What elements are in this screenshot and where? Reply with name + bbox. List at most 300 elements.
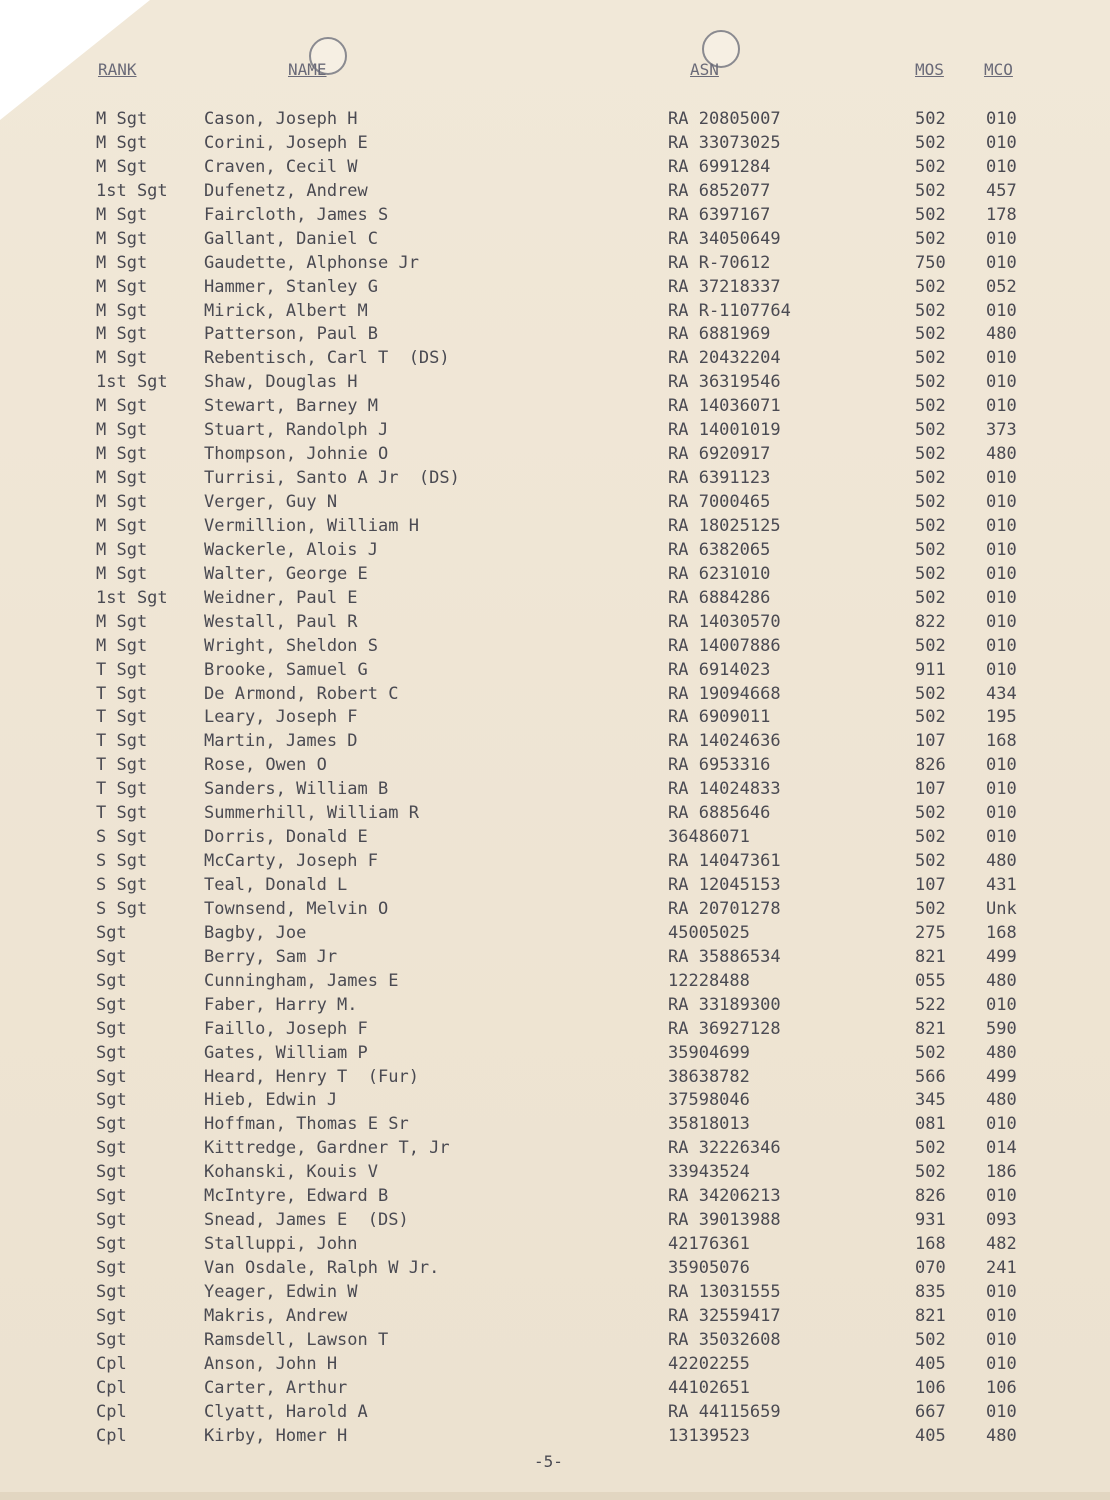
header-asn: ASN (690, 60, 719, 79)
name-cell: Berry, Sam Jr (204, 946, 338, 967)
asn-cell: RA 14030570 (668, 611, 781, 632)
rank-cell: T Sgt (96, 755, 148, 776)
table-row (0, 1185, 1110, 1209)
mos-cell: 275 (915, 922, 946, 943)
rank-cell: Sgt (96, 1329, 127, 1350)
table-row (0, 323, 1110, 347)
name-cell: Faber, Harry M. (204, 994, 358, 1015)
mco-cell: 093 (986, 1210, 1017, 1231)
mos-cell: 502 (915, 898, 946, 919)
mco-cell: 010 (986, 396, 1017, 417)
mco-cell: 010 (986, 132, 1017, 153)
table-row (0, 778, 1110, 802)
name-cell: Dorris, Donald E (204, 827, 368, 848)
mos-cell: 502 (915, 444, 946, 465)
table-row (0, 922, 1110, 946)
mco-cell: 010 (986, 1305, 1017, 1326)
name-cell: Yeager, Edwin W (204, 1281, 358, 1302)
asn-cell: RA 33189300 (668, 994, 781, 1015)
asn-cell: RA 6852077 (668, 180, 771, 201)
asn-cell: 42202255 (668, 1353, 750, 1374)
name-cell: Walter, George E (204, 563, 368, 584)
mco-cell: 480 (986, 444, 1017, 465)
mos-cell: 502 (915, 1329, 946, 1350)
name-cell: Thompson, Johnie O (204, 444, 389, 465)
mos-cell: 502 (915, 468, 946, 489)
table-row (0, 1233, 1110, 1257)
mos-cell: 405 (915, 1353, 946, 1374)
name-cell: Dufenetz, Andrew (204, 180, 368, 201)
rank-cell: M Sgt (96, 324, 148, 345)
mos-cell: 502 (915, 563, 946, 584)
table-row (0, 730, 1110, 754)
name-cell: Hoffman, Thomas E Sr (204, 1114, 409, 1135)
asn-cell: RA 34050649 (668, 228, 781, 249)
mos-cell: 821 (915, 1305, 946, 1326)
name-cell: McCarty, Joseph F (204, 851, 378, 872)
rank-cell: M Sgt (96, 204, 148, 225)
table-row (0, 1257, 1110, 1281)
table-row (0, 276, 1110, 300)
table-row (0, 539, 1110, 563)
mos-cell: 502 (915, 1042, 946, 1063)
mco-cell: 014 (986, 1138, 1017, 1159)
mco-cell: 434 (986, 683, 1017, 704)
asn-cell: 35905076 (668, 1258, 750, 1278)
rank-cell: Sgt (96, 1281, 127, 1302)
asn-cell: RA 36927128 (668, 1018, 781, 1039)
table-row (0, 252, 1110, 276)
asn-cell: RA 14024833 (668, 779, 781, 800)
rank-cell: Sgt (96, 1234, 127, 1255)
name-cell: Patterson, Paul B (204, 324, 378, 345)
mos-cell: 502 (915, 276, 946, 297)
table-row (0, 587, 1110, 611)
mco-cell: 010 (986, 156, 1017, 177)
rank-cell: Sgt (96, 1162, 127, 1183)
asn-cell: RA 44115659 (668, 1401, 781, 1422)
asn-cell: RA 6881969 (668, 324, 771, 345)
name-cell: Wright, Sheldon S (204, 635, 378, 656)
rank-cell: M Sgt (96, 396, 148, 417)
rank-cell: Cpl (96, 1425, 127, 1446)
name-cell: Mirick, Albert M (204, 300, 368, 321)
header-mco: MCO (984, 60, 1013, 79)
rank-cell: T Sgt (96, 707, 148, 728)
mos-cell: 750 (915, 252, 946, 273)
table-row (0, 1425, 1110, 1449)
rank-cell: Cpl (96, 1377, 127, 1398)
mos-cell: 826 (915, 1186, 946, 1207)
asn-cell: RA 6914023 (668, 659, 771, 680)
mos-cell: 502 (915, 803, 946, 824)
rank-cell: S Sgt (96, 875, 148, 895)
table-row (0, 874, 1110, 898)
asn-cell: RA 14047361 (668, 851, 781, 872)
table-row (0, 300, 1110, 324)
rank-cell: M Sgt (96, 539, 148, 560)
mos-cell: 055 (915, 970, 946, 991)
rank-cell: Sgt (96, 994, 127, 1015)
name-cell: Gaudette, Alphonse Jr (204, 252, 419, 273)
asn-cell: RA 20701278 (668, 898, 781, 919)
name-cell: Craven, Cecil W (204, 156, 358, 177)
mco-cell: 010 (986, 563, 1017, 584)
rank-cell: M Sgt (96, 276, 148, 297)
name-cell: De Armond, Robert C (204, 683, 399, 704)
rank-cell: M Sgt (96, 348, 148, 369)
rank-cell: T Sgt (96, 731, 148, 752)
mos-cell: 502 (915, 851, 946, 872)
rank-cell: M Sgt (96, 611, 148, 632)
asn-cell: RA 13031555 (668, 1281, 781, 1302)
name-cell: Ramsdell, Lawson T (204, 1329, 389, 1350)
asn-cell: RA R-70612 (668, 252, 771, 273)
rank-cell: Sgt (96, 922, 127, 943)
name-cell: Stewart, Barney M (204, 396, 378, 417)
mco-cell: 480 (986, 851, 1017, 872)
rank-cell: S Sgt (96, 851, 148, 872)
table-row (0, 443, 1110, 467)
mos-cell: 502 (915, 827, 946, 848)
mco-cell: 482 (986, 1234, 1017, 1255)
asn-cell: RA 6884286 (668, 587, 771, 608)
name-cell: Wackerle, Alois J (204, 539, 378, 560)
table-row (0, 1042, 1110, 1066)
mco-cell: 480 (986, 970, 1017, 991)
mos-cell: 502 (915, 635, 946, 656)
name-cell: Clyatt, Harold A (204, 1401, 368, 1422)
table-row (0, 1329, 1110, 1353)
asn-cell: 35904699 (668, 1042, 750, 1063)
roster-table (0, 108, 1110, 1449)
mos-cell: 070 (915, 1258, 946, 1278)
rank-cell: 1st Sgt (96, 180, 168, 201)
rank-cell: T Sgt (96, 803, 148, 824)
asn-cell: 44102651 (668, 1377, 750, 1398)
name-cell: Weidner, Paul E (204, 587, 358, 608)
table-row (0, 850, 1110, 874)
name-cell: McIntyre, Edward B (204, 1186, 389, 1207)
asn-cell: RA 12045153 (668, 875, 781, 895)
mco-cell: 168 (986, 731, 1017, 752)
mos-cell: 502 (915, 587, 946, 608)
mos-cell: 168 (915, 1234, 946, 1255)
mos-cell: 502 (915, 300, 946, 321)
table-row (0, 108, 1110, 132)
rank-cell: 1st Sgt (96, 372, 168, 393)
mos-cell: 911 (915, 659, 946, 680)
table-row (0, 371, 1110, 395)
name-cell: Bagby, Joe (204, 922, 307, 943)
table-row (0, 898, 1110, 922)
rank-cell: Sgt (96, 946, 127, 967)
mco-cell: 010 (986, 372, 1017, 393)
rank-cell: Sgt (96, 1114, 127, 1135)
mos-cell: 566 (915, 1066, 946, 1087)
table-row (0, 802, 1110, 826)
mco-cell: 241 (986, 1258, 1017, 1278)
name-cell: Rebentisch, Carl T (DS) (204, 348, 450, 369)
table-row (0, 347, 1110, 371)
table-row (0, 946, 1110, 970)
name-cell: Summerhill, William R (204, 803, 419, 824)
mco-cell: 010 (986, 827, 1017, 848)
rank-cell: M Sgt (96, 420, 148, 441)
mco-cell: 010 (986, 1281, 1017, 1302)
asn-cell: RA 6397167 (668, 204, 771, 225)
asn-cell: RA 19094668 (668, 683, 781, 704)
mco-cell: 010 (986, 1114, 1017, 1135)
name-cell: Kohanski, Kouis V (204, 1162, 378, 1183)
asn-cell: RA 36319546 (668, 372, 781, 393)
table-row (0, 1161, 1110, 1185)
rank-cell: T Sgt (96, 683, 148, 704)
table-row (0, 180, 1110, 204)
name-cell: Carter, Arthur (204, 1377, 348, 1398)
rank-cell: M Sgt (96, 468, 148, 489)
asn-cell: RA R-1107764 (668, 300, 791, 321)
rank-cell: M Sgt (96, 300, 148, 321)
mos-cell: 821 (915, 1018, 946, 1039)
mos-cell: 502 (915, 180, 946, 201)
asn-cell: 37598046 (668, 1090, 750, 1111)
name-cell: Kittredge, Gardner T, Jr (204, 1138, 450, 1159)
table-row (0, 1377, 1110, 1401)
table-row (0, 754, 1110, 778)
asn-cell: RA 14024636 (668, 731, 781, 752)
mos-cell: 502 (915, 228, 946, 249)
mos-cell: 345 (915, 1090, 946, 1111)
mco-cell: 195 (986, 707, 1017, 728)
asn-cell: RA 18025125 (668, 515, 781, 536)
rank-cell: Sgt (96, 1090, 127, 1111)
mco-cell: 010 (986, 468, 1017, 489)
mco-cell: 457 (986, 180, 1017, 201)
mos-cell: 826 (915, 755, 946, 776)
asn-cell: RA 34206213 (668, 1186, 781, 1207)
table-row (0, 563, 1110, 587)
name-cell: Turrisi, Santo A Jr (DS) (204, 468, 460, 489)
asn-cell: RA 20805007 (668, 109, 781, 129)
rank-cell: Sgt (96, 1042, 127, 1063)
mco-cell: 010 (986, 1186, 1017, 1207)
mos-cell: 502 (915, 683, 946, 704)
asn-cell: RA 35886534 (668, 946, 781, 967)
rank-cell: Sgt (96, 1138, 127, 1159)
mco-cell: 431 (986, 875, 1017, 895)
mco-cell: 499 (986, 1066, 1017, 1087)
name-cell: Leary, Joseph F (204, 707, 358, 728)
name-cell: Shaw, Douglas H (204, 372, 358, 393)
mos-cell: 502 (915, 539, 946, 560)
rank-cell: M Sgt (96, 515, 148, 536)
asn-cell: 45005025 (668, 922, 750, 943)
name-cell: Van Osdale, Ralph W Jr. (204, 1258, 440, 1278)
mco-cell: 480 (986, 1042, 1017, 1063)
table-row (0, 994, 1110, 1018)
table-row (0, 1113, 1110, 1137)
table-row (0, 1089, 1110, 1113)
name-cell: Gallant, Daniel C (204, 228, 378, 249)
rank-cell: M Sgt (96, 156, 148, 177)
rank-cell: M Sgt (96, 228, 148, 249)
table-row (0, 1018, 1110, 1042)
mos-cell: 835 (915, 1281, 946, 1302)
rank-cell: Sgt (96, 970, 127, 991)
asn-cell: RA 39013988 (668, 1210, 781, 1231)
mos-cell: 502 (915, 109, 946, 129)
mos-cell: 502 (915, 348, 946, 369)
mco-cell: 186 (986, 1162, 1017, 1183)
asn-cell: RA 32559417 (668, 1305, 781, 1326)
name-cell: Kirby, Homer H (204, 1425, 348, 1446)
mco-cell: 010 (986, 348, 1017, 369)
name-cell: Verger, Guy N (204, 492, 338, 512)
mos-cell: 821 (915, 946, 946, 967)
mos-cell: 667 (915, 1401, 946, 1422)
mos-cell: 502 (915, 156, 946, 177)
rank-cell: M Sgt (96, 444, 148, 465)
rank-cell: Cpl (96, 1353, 127, 1374)
name-cell: Townsend, Melvin O (204, 898, 389, 919)
mco-cell: 480 (986, 1425, 1017, 1446)
asn-cell: RA 32226346 (668, 1138, 781, 1159)
mco-cell: 052 (986, 276, 1017, 297)
asn-cell: 35818013 (668, 1114, 750, 1135)
asn-cell: 12228488 (668, 970, 750, 991)
rank-cell: M Sgt (96, 492, 148, 512)
table-row (0, 1137, 1110, 1161)
rank-cell: Sgt (96, 1186, 127, 1207)
mco-cell: 010 (986, 539, 1017, 560)
name-cell: Teal, Donald L (204, 875, 348, 895)
mos-cell: 931 (915, 1210, 946, 1231)
rank-cell: Sgt (96, 1258, 127, 1278)
mco-cell: 168 (986, 922, 1017, 943)
mos-cell: 107 (915, 731, 946, 752)
rank-cell: T Sgt (96, 659, 148, 680)
name-cell: Corini, Joseph E (204, 132, 368, 153)
asn-cell: 42176361 (668, 1234, 750, 1255)
mos-cell: 107 (915, 875, 946, 895)
table-row (0, 1281, 1110, 1305)
rank-cell: Sgt (96, 1018, 127, 1039)
mos-cell: 502 (915, 204, 946, 225)
mos-cell: 081 (915, 1114, 946, 1135)
name-cell: Snead, James E (DS) (204, 1210, 409, 1231)
mco-cell: 010 (986, 1353, 1017, 1374)
mco-cell: 499 (986, 946, 1017, 967)
table-row (0, 970, 1110, 994)
mos-cell: 502 (915, 1162, 946, 1183)
table-row (0, 204, 1110, 228)
mco-cell: 106 (986, 1377, 1017, 1398)
asn-cell: RA 6231010 (668, 563, 771, 584)
mco-cell: 010 (986, 1329, 1017, 1350)
mos-cell: 822 (915, 611, 946, 632)
name-cell: Faircloth, James S (204, 204, 389, 225)
rank-cell: M Sgt (96, 563, 148, 584)
mos-cell: 106 (915, 1377, 946, 1398)
table-row (0, 1209, 1110, 1233)
name-cell: Stuart, Randolph J (204, 420, 389, 441)
table-row (0, 1401, 1110, 1425)
column-header (0, 60, 1110, 90)
mco-cell: 590 (986, 1018, 1017, 1039)
asn-cell: 38638782 (668, 1066, 750, 1087)
mos-cell: 107 (915, 779, 946, 800)
mos-cell: 502 (915, 324, 946, 345)
asn-cell: RA 6885646 (668, 803, 771, 824)
rank-cell: S Sgt (96, 898, 148, 919)
header-mos: MOS (915, 60, 944, 79)
mco-cell: 010 (986, 300, 1017, 321)
mco-cell: 010 (986, 515, 1017, 536)
name-cell: Heard, Henry T (Fur) (204, 1066, 419, 1087)
table-row (0, 659, 1110, 683)
name-cell: Cunningham, James E (204, 970, 399, 991)
mos-cell: 502 (915, 372, 946, 393)
rank-cell: Sgt (96, 1305, 127, 1326)
mco-cell: 010 (986, 228, 1017, 249)
asn-cell: 36486071 (668, 827, 750, 848)
asn-cell: RA 6920917 (668, 444, 771, 465)
table-row (0, 1066, 1110, 1090)
asn-cell: RA 6991284 (668, 156, 771, 177)
table-row (0, 156, 1110, 180)
rank-cell: Cpl (96, 1401, 127, 1422)
mco-cell: 010 (986, 779, 1017, 800)
asn-cell: RA 7000465 (668, 492, 771, 512)
mco-cell: 373 (986, 420, 1017, 441)
header-name: NAME (288, 60, 327, 79)
name-cell: Westall, Paul R (204, 611, 358, 632)
header-rank: RANK (98, 60, 137, 79)
asn-cell: RA 37218337 (668, 276, 781, 297)
mco-cell: Unk (986, 898, 1017, 919)
rank-cell: 1st Sgt (96, 587, 168, 608)
mco-cell: 010 (986, 492, 1017, 512)
table-row (0, 635, 1110, 659)
asn-cell: RA 6953316 (668, 755, 771, 776)
table-row (0, 515, 1110, 539)
name-cell: Brooke, Samuel G (204, 659, 368, 680)
asn-cell: RA 35032608 (668, 1329, 781, 1350)
mco-cell: 480 (986, 324, 1017, 345)
table-row (0, 683, 1110, 707)
rank-cell: Sgt (96, 1210, 127, 1231)
name-cell: Faillo, Joseph F (204, 1018, 368, 1039)
table-row (0, 419, 1110, 443)
rank-cell: M Sgt (96, 109, 148, 129)
mco-cell: 010 (986, 659, 1017, 680)
table-row (0, 826, 1110, 850)
name-cell: Rose, Owen O (204, 755, 327, 776)
mos-cell: 502 (915, 420, 946, 441)
asn-cell: RA 20432204 (668, 348, 781, 369)
table-row (0, 395, 1110, 419)
mco-cell: 010 (986, 109, 1017, 129)
asn-cell: 13139523 (668, 1425, 750, 1446)
table-row (0, 1353, 1110, 1377)
mco-cell: 178 (986, 204, 1017, 225)
mco-cell: 010 (986, 635, 1017, 656)
name-cell: Sanders, William B (204, 779, 389, 800)
mco-cell: 010 (986, 252, 1017, 273)
mos-cell: 502 (915, 1138, 946, 1159)
mos-cell: 502 (915, 515, 946, 536)
